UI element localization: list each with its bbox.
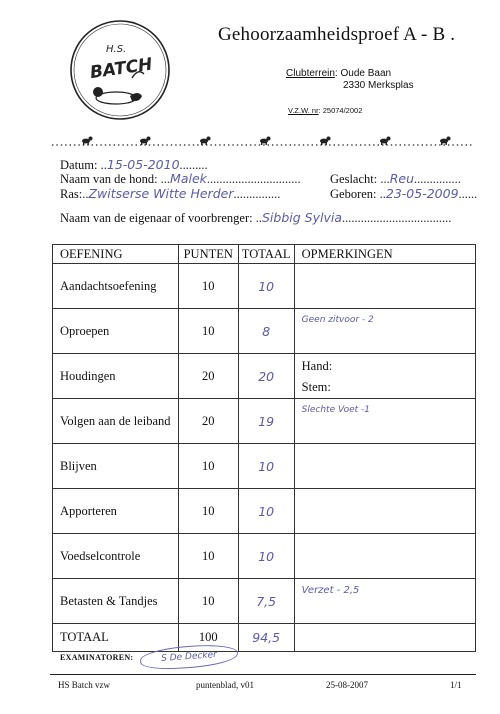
score-table <box>52 244 476 652</box>
sex-value[interactable]: Reu <box>389 171 415 186</box>
exercise-name: Aandachtsoefening <box>53 264 179 309</box>
remark[interactable] <box>294 264 475 309</box>
max-points: 10 <box>178 489 238 534</box>
exercise-name: Blijven <box>53 444 179 489</box>
remark[interactable]: Geen zitvoor - 2 <box>294 309 475 354</box>
svg-text:H.S.: H.S. <box>106 44 127 55</box>
header-points: PUNTEN <box>178 245 238 264</box>
hand-label: Hand: <box>301 359 333 373</box>
table-row <box>53 534 476 579</box>
examiners-label: EXAMINATOREN: <box>60 653 134 662</box>
footer-date: 25-08-2007 <box>326 680 368 690</box>
table-row <box>53 354 476 399</box>
max-points: 10 <box>178 309 238 354</box>
club-name: : Oude Baan <box>334 68 392 79</box>
header-remarks: OPMERKINGEN <box>294 245 475 264</box>
remark[interactable]: Slechte Voet -1 <box>294 399 475 444</box>
max-points: 20 <box>178 354 238 399</box>
born-label: Geboren: <box>330 187 377 201</box>
dogname-label: Naam van de hond: <box>60 172 158 186</box>
breed-label: Ras: <box>60 187 83 201</box>
born-line: Geboren: ..23-05-2009...... <box>330 186 478 201</box>
club-logo <box>68 18 172 122</box>
breed-value[interactable]: Zwitserse Witte Herder <box>88 186 234 201</box>
exercise-name: Houdingen <box>53 354 179 399</box>
table-header-row <box>53 245 476 264</box>
sex-label: Geslacht: <box>330 172 378 186</box>
score-total[interactable]: 19 <box>238 399 294 444</box>
remark[interactable] <box>294 489 475 534</box>
club-address: 2330 Merksplas <box>343 80 414 91</box>
table-row <box>53 399 476 444</box>
voice-label: Stem: <box>301 380 331 394</box>
score-total[interactable]: 10 <box>238 444 294 489</box>
total-max-points: 100 <box>178 624 238 652</box>
paw-print-divider <box>52 134 472 148</box>
max-points: 10 <box>178 579 238 624</box>
date-line: Datum: ..15-05-2010......... <box>60 157 208 172</box>
examiner-signature-text: S De Decker <box>160 650 218 664</box>
table-row <box>53 579 476 624</box>
owner-line: Naam van de eigenaar of voorbrenger: ..Sibbig Sylvia................................... <box>60 210 452 225</box>
table-row <box>53 444 476 489</box>
remark[interactable]: Verzet - 2,5 <box>294 579 475 624</box>
score-total[interactable]: 7,5 <box>238 579 294 624</box>
total-row <box>53 624 476 652</box>
max-points: 10 <box>178 264 238 309</box>
born-value[interactable]: 23-05-2009 <box>385 186 459 201</box>
exercise-name: Apporteren <box>53 489 179 534</box>
dogname-line: Naam van de hond: ...Malek.............................. <box>60 171 301 186</box>
score-total[interactable]: 20 <box>238 354 294 399</box>
breed-line: Ras:..Zwitserse Witte Herder............... <box>60 186 281 201</box>
header-total: TOTAAL <box>238 245 294 264</box>
date-label: Datum: <box>60 158 98 172</box>
exercise-name: Betasten & Tandjes <box>53 579 179 624</box>
vzw-label: V.Z.W. nr <box>288 106 319 115</box>
score-total[interactable]: 10 <box>238 534 294 579</box>
total-label: TOTAAL <box>53 624 179 652</box>
table-row <box>53 489 476 534</box>
max-points: 20 <box>178 399 238 444</box>
owner-label: Naam van de eigenaar of voorbrenger: <box>60 211 253 225</box>
max-points: 10 <box>178 534 238 579</box>
max-points: 10 <box>178 444 238 489</box>
sex-line: Geslacht: ...Reu............... <box>330 171 461 186</box>
table-row <box>53 264 476 309</box>
dogname-value[interactable]: Malek <box>170 171 207 186</box>
exercise-name: Voedselcontrole <box>53 534 179 579</box>
header-exercise: OEFENING <box>53 245 179 264</box>
vzw-number: : 25074/2002 <box>318 106 363 115</box>
total-remark-empty <box>294 624 475 652</box>
owner-value[interactable]: Sibbig Sylvia <box>262 210 342 225</box>
footer-org: HS Batch vzw <box>58 680 110 690</box>
remark[interactable] <box>294 534 475 579</box>
footer-page: 1/1 <box>450 680 462 690</box>
svg-text:BATCH: BATCH <box>88 54 154 84</box>
date-value[interactable]: 15-05-2010 <box>106 157 180 172</box>
remark-hand-voice <box>294 354 475 399</box>
exercise-name: Oproepen <box>53 309 179 354</box>
footer-divider <box>50 674 476 675</box>
form-title: Gehoorzaamheidsproef A - B . <box>218 24 456 45</box>
club-location <box>286 68 391 79</box>
footer-doc: puntenblad, v01 <box>196 680 254 690</box>
exercise-name: Volgen aan de leiband <box>53 399 179 444</box>
score-total[interactable]: 10 <box>238 264 294 309</box>
score-total[interactable]: 10 <box>238 489 294 534</box>
remark[interactable] <box>294 444 475 489</box>
total-score[interactable]: 94,5 <box>238 624 294 652</box>
score-total[interactable]: 8 <box>238 309 294 354</box>
club-label: Clubterrein <box>286 68 335 79</box>
vzw-registration <box>288 106 362 115</box>
table-row <box>53 309 476 354</box>
